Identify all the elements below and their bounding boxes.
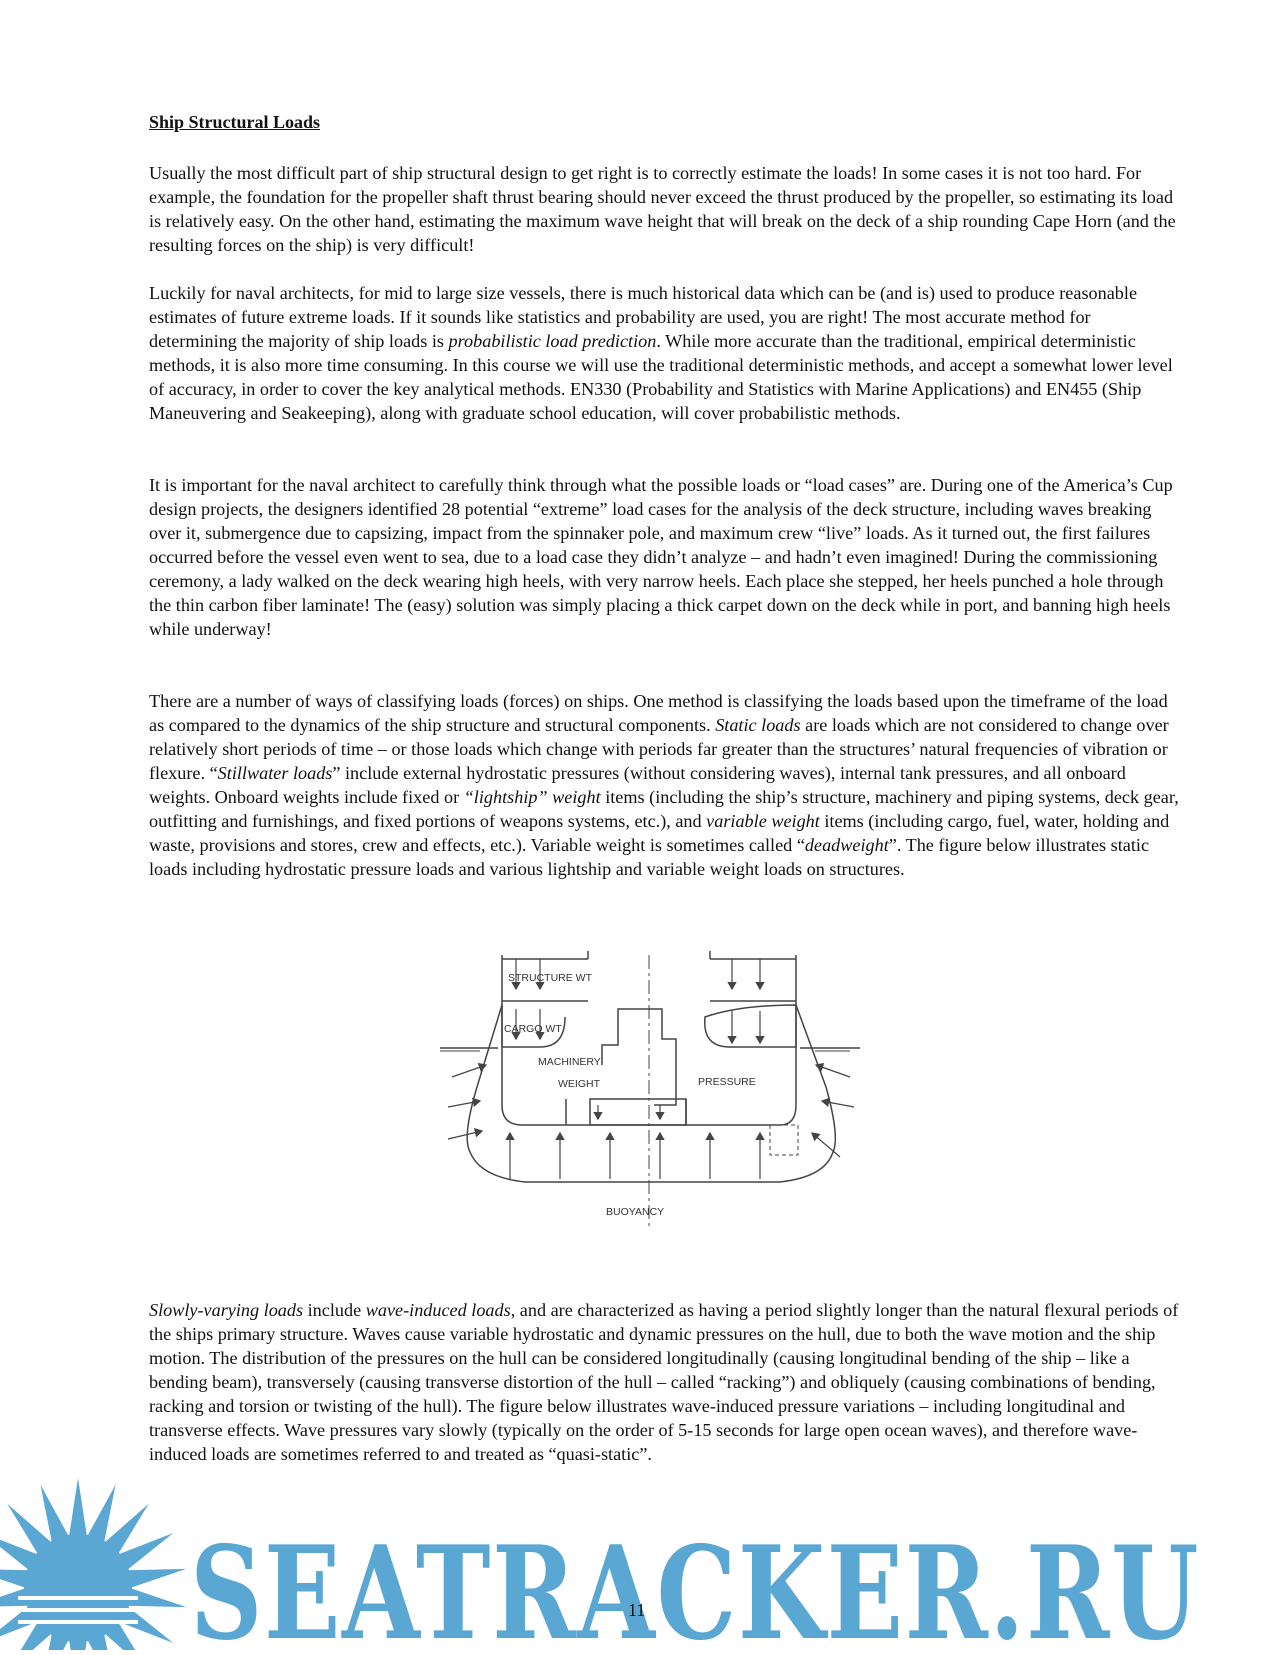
sun-wave-line <box>18 1620 138 1624</box>
label-structure-weight: STRUCTURE WT <box>508 972 592 984</box>
label-machinery: MACHINERY <box>538 1056 601 1068</box>
paragraph-intro: Usually the most difficult part of ship structural design to get right is to correctly estimate the loads! In some cases it is not too hard. For example, the foundation for the propeller shaft thrust bearing should never exceed the thrust produced by the propeller, so estimating its load is relatively easy. On the other hand, estimating the maximum wave height that will break on the deck of a ship rounding Cape Horn (and the resulting forces on the ship) is very difficult! <box>149 163 1176 255</box>
paragraph-slowly-varying: Slowly-varying loads include wave-induced loads, and are characterized as having a period slightly longer than the natural flexural periods of the ships primary structure. Waves cause variable hydrostatic and dynamic pressures on the hull, due to both the wave motion and the ship motion. The distribution of the pressures on the hull can be considered longitudinally (causing longitudinal bending of the ship – like a bending beam), transversely (causing transverse distortion of the hull – called “racking”) and obliquely (causing combinations of bending, racking and torsion or twisting of the hull). The figure below illustrates wave-induced pressure variations – including longitudinal and transverse effects. Wave pressures vary slowly (typically on the order of 5-15 seconds for large open ocean waves), and therefore wave-induced loads are sometimes referred to and treated as “quasi-static”. <box>149 1300 1179 1464</box>
label-buoyancy: BUOYANCY <box>606 1206 665 1218</box>
page-number: 11 <box>628 1600 646 1620</box>
cargo-bin-right <box>705 1005 796 1047</box>
paragraph-static-loads: There are a number of ways of classifying loads (forces) on ships. One method is classifying the loads based upon the timeframe of the load as compared to the dynamics of the ship structure and structural components. Static loads are loads which are not considered to change over relatively short periods of time – or those loads which change with periods far greater than the structures’ natural frequencies of vibration or flexure. “Stillwater loads” include external hydrostatic pressures (without considering waves), internal tank pressures, and all onboard weights. Onboard weights include fixed or “lightship” weight items (including the ship’s structure, machinery and piping systems, deck gear, outfitting and furnishings, and fixed portions of weapons systems, etc.), and variable weight items (including cargo, fuel, water, holding and waste, provisions and stores, crew and effects, etc.). Variable weight is sometimes called “deadweight”. The figure below illustrates static loads including hydrostatic pressure loads and various lightship and variable weight loads on structures. <box>149 691 1179 879</box>
machinery-block <box>602 1009 676 1105</box>
hull-section-diagram <box>440 947 880 1267</box>
sun-wave-line <box>18 1608 138 1612</box>
sun-icon <box>0 1478 186 1650</box>
static-loads-figure <box>440 947 880 1267</box>
sun-wave-line <box>18 1596 138 1600</box>
watermark-text: SEATRACKER.RU <box>190 1519 1200 1650</box>
label-pressure: PRESSURE <box>698 1076 756 1088</box>
label-weight: WEIGHT <box>558 1078 600 1090</box>
section-heading: Ship Structural Loads <box>149 112 321 132</box>
paragraph-load-cases: It is important for the naval architect to carefully think through what the possible loads or “load cases” are. During one of the America’s Cup design projects, the designers identified 28 potential “extreme” load cases for the analysis of the deck structure, including waves breaking over it, submergence due to capsizing, impact from the spinnaker pole, and maximum crew “live” loads. As it turned out, the first failures occurred before the vessel even went to sea, due to a load case they didn’t analyze – and hadn’t even imagined! During the commissioning ceremony, a lady walked on the deck wearing high heels, with very narrow heels. Each place she stepped, her heels punched a hole through the thin carbon fiber laminate! The (easy) solution was simply placing a thick carpet down on the deck while in port, and banning high heels while underway! <box>149 475 1173 639</box>
label-cargo-weight: CARGO WT <box>504 1023 562 1035</box>
paragraph-probabilistic: Luckily for naval architects, for mid to large size vessels, there is much historical data which can be (and is) used to produce reasonable estimates of future extreme loads. If it sounds like statistics and probability are used, you are right! The most accurate method for determining the majority of ship loads is probabilistic load prediction. While more accurate than the traditional, empirical deterministic methods, it is also more time consuming. In this course we will use the traditional deterministic methods, and accept a somewhat lower level of accuracy, in order to cover the key analytical methods. EN330 (Probability and Statistics with Marine Applications) and EN455 (Ship Maneuvering and Seakeeping), along with graduate school education, will cover probabilistic methods. <box>149 283 1173 423</box>
engine-foundation <box>590 1099 686 1125</box>
sun-disc <box>24 1534 132 1642</box>
